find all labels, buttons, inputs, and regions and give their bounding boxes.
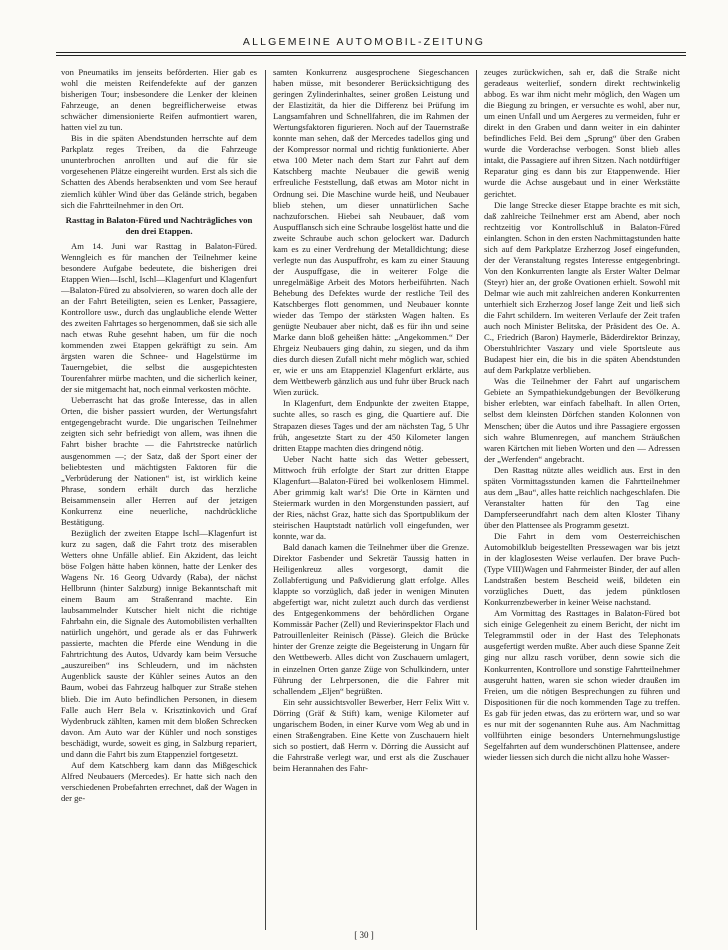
paragraph: Was die Teilnehmer der Fahrt auf ungarischem Gebiete an Sympathiekundgebungen der Bevölkerung bisher erlebten, war einfach fabelhaft. In allen Orten, selbst dem kleinsten Dörfchen standen Kolonnen von Menschen; über die Autos und ihre Passagiere ergossen sich wahre Blumenregen, auf manchem Sträußchen waren Kärtchen mit lieben Worten und den — Adressen der „Werfenden“ angebracht.	[484, 376, 680, 464]
paragraph: Ein sehr aussichtsvoller Bewerber, Herr Felix Witt v. Dörring (Gräf & Stift) kam, wenige Kilometer auf ungarischem Boden, in einer Kurve vom Weg ab und in einen Straßengraben. Eine Kette von Zuschauern hielt sich so postiert, daß Herrn v. Dörring die Aussicht auf die Fahrstraße verlegt war, und erst als die Zuschauer beim Herannahen des Fahr-	[273, 696, 469, 773]
column-divider-2	[476, 70, 477, 930]
paragraph: Auf dem Katschberg kam dann das Mißgeschick Alfred Neubauers (Mercedes). Er hatte sich nach den verschiedenen Probefahrten errechnet, daß der Wagen in der ge-	[61, 759, 257, 803]
paragraph: zeuges zurückwichen, sah er, daß die Straße nicht geradeaus weiterlief, sondern direkt rechtwinkelig abbog. Es war ihm nicht mehr möglich, den Wagen um die Biegung zu bringen, er versuchte es wohl, aber nur, um einen Unfall und um Aergeres zu vermeiden, fuhr er direkt in den Graben und dann weiter in ein dahinter befindliches Feld. Bei dem „Sprung“ über den Graben wurde die Vorderachse verbogen. Sonst blieb alles intakt, die Passagiere auf ihren Sitzen. Nach notdürftiger Reparatur ging es dann bis zur Etappenwende. Hier wurde die Achse ausgebaut und in einer Werkstätte gerichtet.	[484, 67, 680, 199]
paragraph: Die lange Strecke dieser Etappe brachte es mit sich, daß zahlreiche Teilnehmer erst am Abend, aber noch rechtzeitig vor Kontrollschluß in Balaton-Füred einlangten. Schon in den ersten Nachmittagstunden hatte sich auf dem Parkplatze Erzherzog Josef eingefunden, der der Veranstaltung regstes Interesse entgegenbringt. Von den Konkurrenten langte als Erster Walter Delmar (Steyr) hier an, der große Ovationen erhielt. Sowohl mit Delmar wie auch mit zahlreichen anderen Konkurrenten unterhielt sich Erzherzog Josef lange Zeit und ließ sich die Fahrt schildern. Im weiteren Verlaufe der Zeit trafen auch noch Minister Belitska, der Präsident des Oe. A. C., Friedrich (Baron) Haymerle, Bäderdirektor Brinzay, Oberstuhlrichter Vaszary und viele Sportsleute aus Budapest hier ein, die bis in die späten Abendstunden auf dem Parkplatze verblieben.	[484, 199, 680, 376]
text-column-1	[61, 67, 257, 939]
paragraph: von Pneumatiks im jenseits beförderten. Hier gab es wohl die meisten Reifendefekte auf der ganzen bisherigen Tour; insbesondere die Lenker der kleinen Fahrzeuge, an denen begreiflicherweise etwas schwächer dimensionierte Reifen aufmontiert waren, hatten viel zu tun.	[61, 67, 257, 133]
paragraph: Am 14. Juni war Rasttag in Balaton-Füred. Wenngleich es für manchen der Teilnehmer keine besondere Aufgabe bedeutete, die bisherigen drei Etappen Wien—Ischl, Ischl—Klagenfurt und Klagenfurt—Balaton-Füred zu absolvieren, so waren doch alle der an der Fahrt Beteiligten, seien es Lenker, Passagiere, Kontrollore usw., durch das unglaubliche elende Wetter des zweiten Fahrtages so hergenommen, daß sie sich alle nach etwas Ruhe gesehnt haben, um für die noch kommenden zwei Etappen gekräftigt zu sein. Am ärgsten waren die Schnee- und Hagelstürme im Tauerngebiet, die selbst die ausgepichtesten Tourenfahrer mürbe machten, und die sicherlich keiner, der sie mitgemacht hat, noch einmal verkosten möchte.	[61, 240, 257, 395]
paragraph: In Klagenfurt, dem Endpunkte der zweiten Etappe, suchte alles, so rasch es ging, die Quartiere auf. Die Strapazen dieses Tages und der am nächsten Tag, 5 Uhr früh, angesetzte Start zu der 450 Kilometer langen dritten Etappe machten dies dringend nötig.	[273, 398, 469, 453]
paragraph: Bis in die späten Abendstunden herrschte auf dem Parkplatz reges Treiben, da die Fahrzeuge ununterbrochen anrollten und auf die für sie vorgesehenen Plätze eingereiht wurden. Erst als sich die Schatten des Abends herabsenkten und vom See herauf ziemlich kühler Wind über das Gelände strich, begaben sich die Fahrtteilnehmer in den Ort.	[61, 133, 257, 210]
paragraph: Bald danach kamen die Teilnehmer über die Grenze. Direktor Fasbender und Sekretär Taussig hatten in Heiligenkreuz alles vorgesorgt, damit die Zollabfertigung und Paßvidierung glatt erfolge. Alles klappte so vorzüglich, daß jeder in wenigen Minuten abgefertigt war, nicht zuletzt auch durch das verdienst des Entgegenkommens der behördlichen Organe Kommissär Pacher (Zell) und Revierinspektor Flach und Patrouillenleiter Reinisch (Pässe). Gleich die Brücke hinter der Grenze zeigte die Begeisterung in Ungarn für den Wettbewerb. Alles dicht von Zuschauern umlagert, in einzelnen Orten ganze Züge von Schulkindern, unter Führung der Lehrpersonen, die die Fahrer mit schallendem „Eljen“ begrüßten.	[273, 542, 469, 696]
paragraph: Bezüglich der zweiten Etappe Ischl—Klagenfurt ist kurz zu sagen, daß die Fahrt trotz des miserablen Wetters ohne Unfälle ablief. Ein Akzident, das leicht böse Folgen hätte haben können, hatte der Lenker des Wagens Nr. 16 Georg Udvardy (Raba), der nächst Hellbrunn (hinter Salzburg) innige Bekanntschaft mit einem Baum am Straßenrand machte. Ein laubsammelnder Kutscher hielt nicht die richtige Fahrbahn ein, die Signale des Automobilisten verhallten natürlich ungehört, und gerade als er das Fuhrwerk passierte, machten die Pferde eine Wendung in die Fahrtrichtung des Autos, Udvardy kam beim Versuche „auszureiben“ ins Schleudern, und im nächsten Augenblick sauste der Kühler seines Autos an den Baum, wobei das Fahrzeug halbquer zur Straße stehen blieb. Die im Auto befindlichen Personen, in diesem Falle auch Herr Bela v. Krisztinkovich und Graf Wydenbruck zählten, kamen mit dem bloßen Schrecken davon. Am Auto war der Kühler und noch sonstiges beschädigt, wurde, soweit es ging, in Salzburg repariert, und dann die Fahrt bis zum Etappenziel fortgesetzt.	[61, 527, 257, 759]
paragraph: Die Fahrt in dem vom Oesterreichischen Automobilklub beigestellten Pressewagen war bis jetzt in der klaglosesten Weise verlaufen. Der brave Puch-(Type VIII)Wagen und Fahrmeister Binder, der auf allen Landstraßen bestem Bescheid weiß, bildeten ein vorzügliches Duett, das jedem pünktlosen Konkurrenzbewerber in keiner Weise nachstand.	[484, 530, 680, 608]
header-rule-top	[56, 52, 686, 53]
header-rule-bottom	[56, 55, 686, 56]
paragraph: Am Vormittag des Rasttages in Balaton-Füred bot sich einige Gelegenheit zu einem Bericht, der nicht im Telegrammstil oder in der Hast des Telephonats ausgefertigt werden mußte. Aber auch diese Spanne Zeit ging nur allzu rasch vorüber, denn sowie sich die Konkurrenten, Kontrollore und sonstige Fahrtteilnehmer ausgeruht hatten, waren sie schon wieder draußen im Freien, um die nötigen Besprechungen zu führen und Dispositionen für die noch kommenden Tage zu treffen. Es gab für jeden etwas, das zu erörtern war, und so war es nur mit der sogenannten Ruhe aus. Am Nachmittag vollführten einige besonders Unternehmungslustige Segelfahrten auf dem wunderschönen Plattensee, andere wieder liessen sich durch die nicht allzu hohe Wasser-	[484, 608, 680, 762]
text-column-3	[484, 67, 680, 939]
section-heading: Rasttag in Balaton-Füred und Nachträgliches von den drei Etappen.	[65, 214, 253, 236]
paragraph: Den Rasttag nützte alles weidlich aus. Erst in den späten Vormittagsstunden kamen die Fahrtteilnehmer aus dem „Bau“, alles hatte reichlich nachgeschlafen. Die Veranstalter hatten für den Tag eine Dampferseerundfahrt nach dem alten Kloster Tihany über den Plattensee als Programm gesetzt.	[484, 464, 680, 530]
paragraph: Ueber Nacht hatte sich das Wetter gebessert, Mittwoch früh erfolgte der Start zur dritten Etappe Klagenfurt—Balaton-Füred bei wolkenlosem Himmel. Aber grimmig kalt war's! Die Orte in Kärnten und Steiermark wurden in den Morgenstunden passiert, auf der Ries, nächst Graz, hatte sich das Sportpublikum der steirischen Hauptstadt natürlich voll eingefunden, wer konnte, war da.	[273, 453, 469, 541]
column-divider-1	[265, 70, 266, 930]
paragraph: Ueberrascht hat das große Interesse, das in allen Orten, die bisher passiert wurden, der Wertungsfahrt entgegengebracht wurde. Die ungarischen Teilnehmer zeigten sich sehr befriedigt von allem, was ihnen die Fahrt bisher brachte — die Fahrtstrecke natürlich ausgenommen —; der Satz, daß der Sport einer der beliebtesten und mächtigsten Faktoren für die „Verbrüderung der Nationen“ ist, ist wirklich keine Phrase, sondern erhält durch das herzliche Beisammensein aller Herren auf der jetzigen Konkurrenz eine neuerliche, nachdrückliche Bestätigung.	[61, 395, 257, 527]
text-column-2	[273, 67, 469, 939]
paragraph: samten Konkurrenz ausgesprochene Siegeschancen haben müsse, mit besonderer Berücksichtigung des geringen Zylinderinhaltes, seiner großen Leistung und der Elastizität, da hier die Differenz bei Prüfung im Langsamfahren und Schnellfahren, die im Rahmen der Wertungsfaktoren figurieren. Noch auf der Tauernstraße konnte man sehen, daß der Mercedes tadellos ging und der Kompressor normal und richtig funktionierte. Aber etwa 100 Meter nach dem Start zur Fahrt auf dem Katschberg machte Neubauer die gewiß wenig erfreuliche Feststellung, daß etwas am Motor nicht in Ordnung sei. Die Maschine wurde heiß, und Neubauer blieb stehen, um dieser unnatürlichen Sache nachzuforschen. Hiebei sah Neubauer, daß vom Auspufflansch sich eine Schraube losgelöst hatte und die zweite Schraube auch schon gelockert war. Dadurch kam es zu einer Verdrehung der Metalldichtung; diese verlegte nun das Auspuffrohr, es kam zu einer Stauung der Auspuffgase, die in weiterer Folge die unregelmäßige Arbeit des Motors herbeiführten. Nach Behebung des Defektes wurde der restliche Teil des Katschberges flott genommen, und Neubauer konnte wieder das Tempo der stärksten Wagen halten. Es genügte Neubauer aber nicht, daß es für ihn und seine Marke dann bloß geheißen hätte: „Angekommen.“ Der Ehrgeiz Neubauers ging dahin, zu siegen, und da ihm dies durch diesen Zufall nicht mehr möglich war, schied er, wie er uns am Etappenziel Klagenfurt erklärte, aus dem Wettbewerb gänzlich aus und fuhr über Bruck nach Wien zurück.	[273, 67, 469, 398]
page-number: [ 30 ]	[354, 930, 374, 940]
running-header: ALLGEMEINE AUTOMOBIL-ZEITUNG	[242, 36, 486, 48]
